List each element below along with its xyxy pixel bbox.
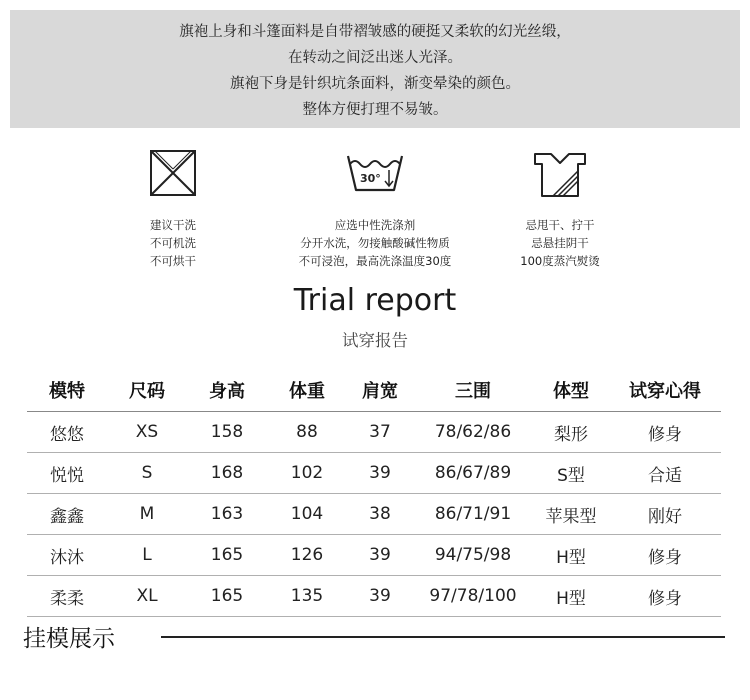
table-cell: 39 <box>347 576 413 617</box>
table-cell: 悠悠 <box>27 412 107 453</box>
table-row <box>27 412 721 453</box>
table-cell: 修身 <box>609 535 721 576</box>
care-text-line: 不可机洗 <box>150 236 196 250</box>
table-cell: 39 <box>347 535 413 576</box>
table-cell: 126 <box>267 535 347 576</box>
care-item-dry-clean <box>118 148 228 270</box>
table-header-row <box>27 368 721 412</box>
column-header: 身高 <box>187 368 267 412</box>
table-row <box>27 494 721 535</box>
table-cell: 165 <box>187 535 267 576</box>
column-header: 体重 <box>267 368 347 412</box>
column-header: 体型 <box>533 368 609 412</box>
table-row <box>27 453 721 494</box>
table-cell: 163 <box>187 494 267 535</box>
care-text-line: 忌悬挂阴干 <box>531 236 589 250</box>
column-header: 模特 <box>27 368 107 412</box>
table-cell: H型 <box>533 576 609 617</box>
product-description <box>10 10 740 128</box>
wash-30-icon <box>342 148 408 202</box>
table-cell: 鑫鑫 <box>27 494 107 535</box>
table-cell: XL <box>107 576 187 617</box>
description-line: 在转动之间泛出迷人光泽。 <box>288 50 462 66</box>
table-cell: 悦悦 <box>27 453 107 494</box>
trial-report-table <box>27 368 721 617</box>
hang-dry-icon <box>531 148 589 202</box>
care-text-line: 100度蒸汽熨烫 <box>520 254 600 268</box>
table-cell: 修身 <box>609 412 721 453</box>
table-cell: S型 <box>533 453 609 494</box>
table-cell: 165 <box>187 576 267 617</box>
table-cell: 37 <box>347 412 413 453</box>
table-cell: 78/62/86 <box>413 412 533 453</box>
description-line: 旗袍下身是针织坑条面料，渐变晕染的颜色。 <box>230 76 520 92</box>
report-subtitle: 试穿报告 <box>342 331 408 350</box>
no-machine-wash-icon <box>146 148 200 202</box>
table-cell: 88 <box>267 412 347 453</box>
table-cell: M <box>107 494 187 535</box>
table-cell: L <box>107 535 187 576</box>
table-cell: 94/75/98 <box>413 535 533 576</box>
table-cell: 86/71/91 <box>413 494 533 535</box>
table-cell: S <box>107 453 187 494</box>
svg-text:30°: 30° <box>360 172 381 185</box>
table-cell: 86/67/89 <box>413 453 533 494</box>
care-text-line: 分开水洗，勿接触酸碱性物质 <box>300 236 450 250</box>
column-header: 尺码 <box>107 368 187 412</box>
table-cell: 158 <box>187 412 267 453</box>
model-display-section <box>23 618 725 658</box>
table-cell: 97/78/100 <box>413 576 533 617</box>
care-item-wash <box>290 148 460 270</box>
table-cell: 102 <box>267 453 347 494</box>
table-cell: XS <box>107 412 187 453</box>
table-cell: 沐沐 <box>27 535 107 576</box>
table-cell: 168 <box>187 453 267 494</box>
column-header: 三围 <box>413 368 533 412</box>
description-line: 旗袍上身和斗篷面料是自带褶皱感的硬挺又柔软的幻光丝缎， <box>179 24 571 40</box>
table-cell: H型 <box>533 535 609 576</box>
care-item-dry <box>502 148 618 270</box>
care-text-line: 不可烘干 <box>150 254 196 268</box>
table-cell: 135 <box>267 576 347 617</box>
section-divider <box>161 636 725 638</box>
report-title: Trial report <box>293 283 457 318</box>
column-header: 肩宽 <box>347 368 413 412</box>
column-header: 试穿心得 <box>609 368 721 412</box>
table-cell: 柔柔 <box>27 576 107 617</box>
table-cell: 刚好 <box>609 494 721 535</box>
section-title: 挂模展示 <box>23 626 115 652</box>
table-cell: 104 <box>267 494 347 535</box>
table-cell: 修身 <box>609 576 721 617</box>
table-cell: 苹果型 <box>533 494 609 535</box>
table-cell: 38 <box>347 494 413 535</box>
care-instructions <box>0 148 750 278</box>
care-text-line: 忌甩干、拧干 <box>525 218 595 232</box>
table-cell: 梨形 <box>533 412 609 453</box>
table-cell: 合适 <box>609 453 721 494</box>
description-line: 整体方便打理不易皱。 <box>302 102 448 118</box>
care-text-line: 应选中性洗涤剂 <box>334 218 416 232</box>
table-cell: 39 <box>347 453 413 494</box>
care-text-line: 建议干洗 <box>150 218 196 232</box>
care-text-line: 不可浸泡，最高洗涤温度30度 <box>298 254 452 268</box>
table-row <box>27 576 721 617</box>
table-row <box>27 535 721 576</box>
